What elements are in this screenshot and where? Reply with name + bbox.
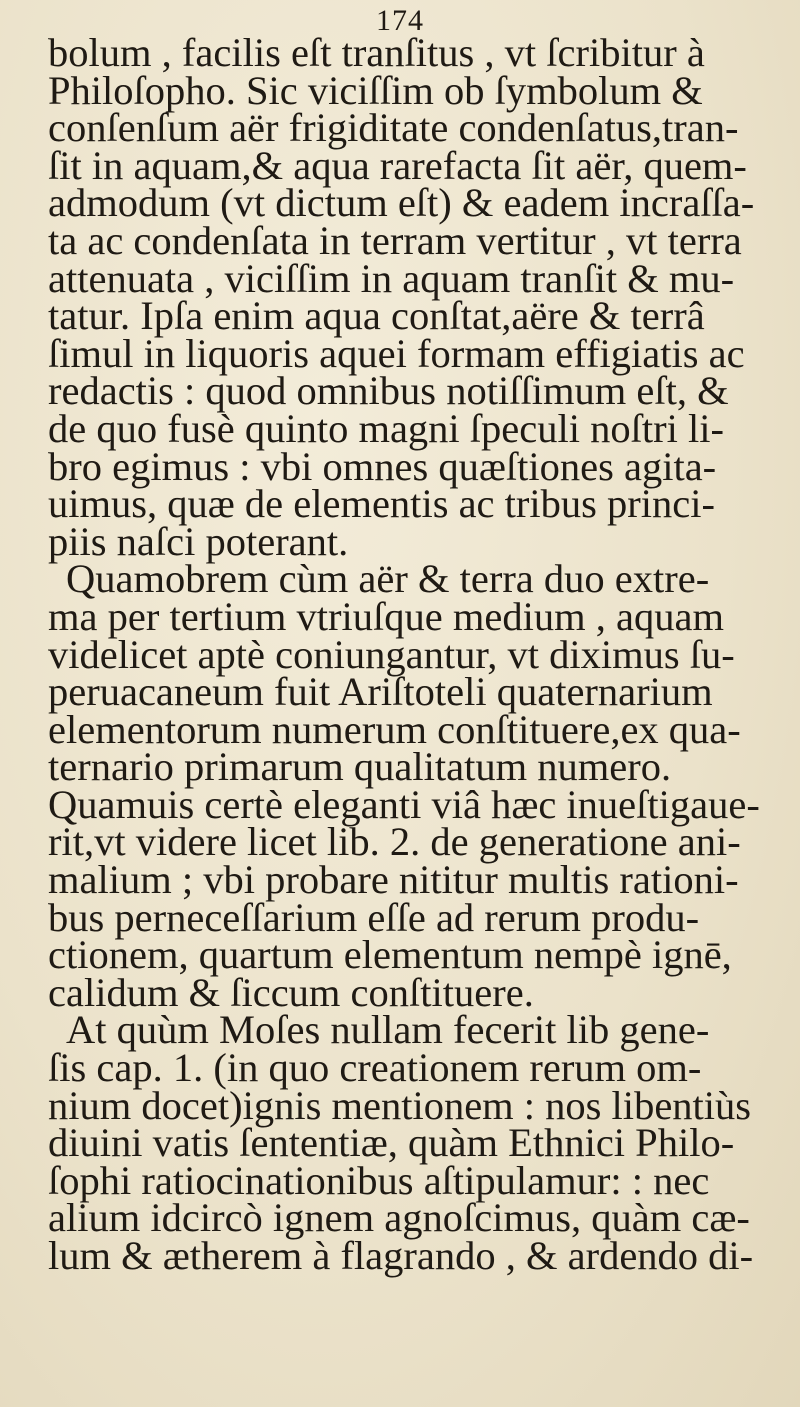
- text-line: lum & ætherem à flagrando , & ardendo di-: [48, 1233, 754, 1278]
- text-line: alium idcircò ignem agnoſcimus, quàm cæ-: [48, 1195, 750, 1241]
- text-line: ſimul in liquoris aquei formam effigiatis ac: [48, 330, 745, 376]
- text-line: bro egimus : vbi omnes quæſtiones agita-: [48, 443, 717, 489]
- text-line: bolum , facilis eſt tranſitus , vt ſcribitur à: [48, 30, 705, 75]
- text-line: admodum (vt dictum eſt) & eadem incraſſa-: [48, 180, 755, 226]
- text-line: tatur. Ipſa enim aqua conſtat,aëre & terrâ: [48, 293, 705, 339]
- text-line: redactis : quod omnibus notiſſimum eſt, &: [48, 368, 729, 414]
- text-line: calidum & ſiccum conſtituere.: [48, 969, 534, 1015]
- text-line: conſenſum aër frigiditate condenſatus,tran-: [48, 105, 739, 151]
- text-line: ternario primarum qualitatum numero.: [48, 744, 672, 790]
- text-line: ma per tertium vtriuſque medium , aquam: [48, 593, 724, 639]
- text-line: malium ; vbi probare nititur multis rationi-: [48, 857, 739, 903]
- text-line: nium docet)ignis mentionem : nos libentiùs: [48, 1082, 752, 1128]
- text-line: rit,vt videre licet lib. 2. de generatione ani-: [48, 819, 741, 865]
- text-line: Quamuis certè eleganti viâ hæc inueſtigaue-: [48, 781, 760, 827]
- text-line: ctionem, quartum elementum nempè ignē,: [48, 932, 732, 978]
- text-line: uimus, quæ de elementis ac tribus princi-: [48, 481, 715, 527]
- body-text: [48, 30, 788, 1278]
- text-line: diuini vatis ſententiæ, quàm Ethnici Philo-: [48, 1120, 735, 1166]
- text-line: videlicet aptè coniungantur, vt diximus ſu-: [48, 631, 735, 677]
- text-line: elementorum numerum conſtituere,ex qua-: [48, 706, 741, 752]
- text-line: ſis cap. 1. (in quo creationem rerum om-: [48, 1045, 702, 1091]
- text-line: At quùm Moſes nullam fecerit lib gene-: [66, 1007, 710, 1053]
- text-line: Quamobrem cùm aër & terra duo extre-: [66, 556, 710, 602]
- text-line: ta ac condenſata in terram vertitur , vt terra: [48, 217, 742, 263]
- text-line: bus perneceſſarium eſſe ad rerum produ-: [48, 894, 700, 940]
- text-line: Philoſopho. Sic viciſſim ob ſymbolum &: [48, 67, 703, 113]
- text-line: peruacaneum fuit Ariſtoteli quaternarium: [48, 669, 713, 715]
- text-line: attenuata , viciſſim in aquam tranſit & mu-: [48, 255, 735, 301]
- page-number: 174: [376, 4, 424, 37]
- text-line: piis naſci poterant.: [48, 518, 349, 564]
- text-line: ſit in aquam,& aqua rarefacta ſit aër, quem-: [48, 142, 747, 188]
- text-line: de quo fusè quinto magni ſpeculi noſtri li-: [48, 405, 725, 451]
- text-line: ſophi ratiocinationibus aſtipulamur: : nec: [48, 1157, 710, 1203]
